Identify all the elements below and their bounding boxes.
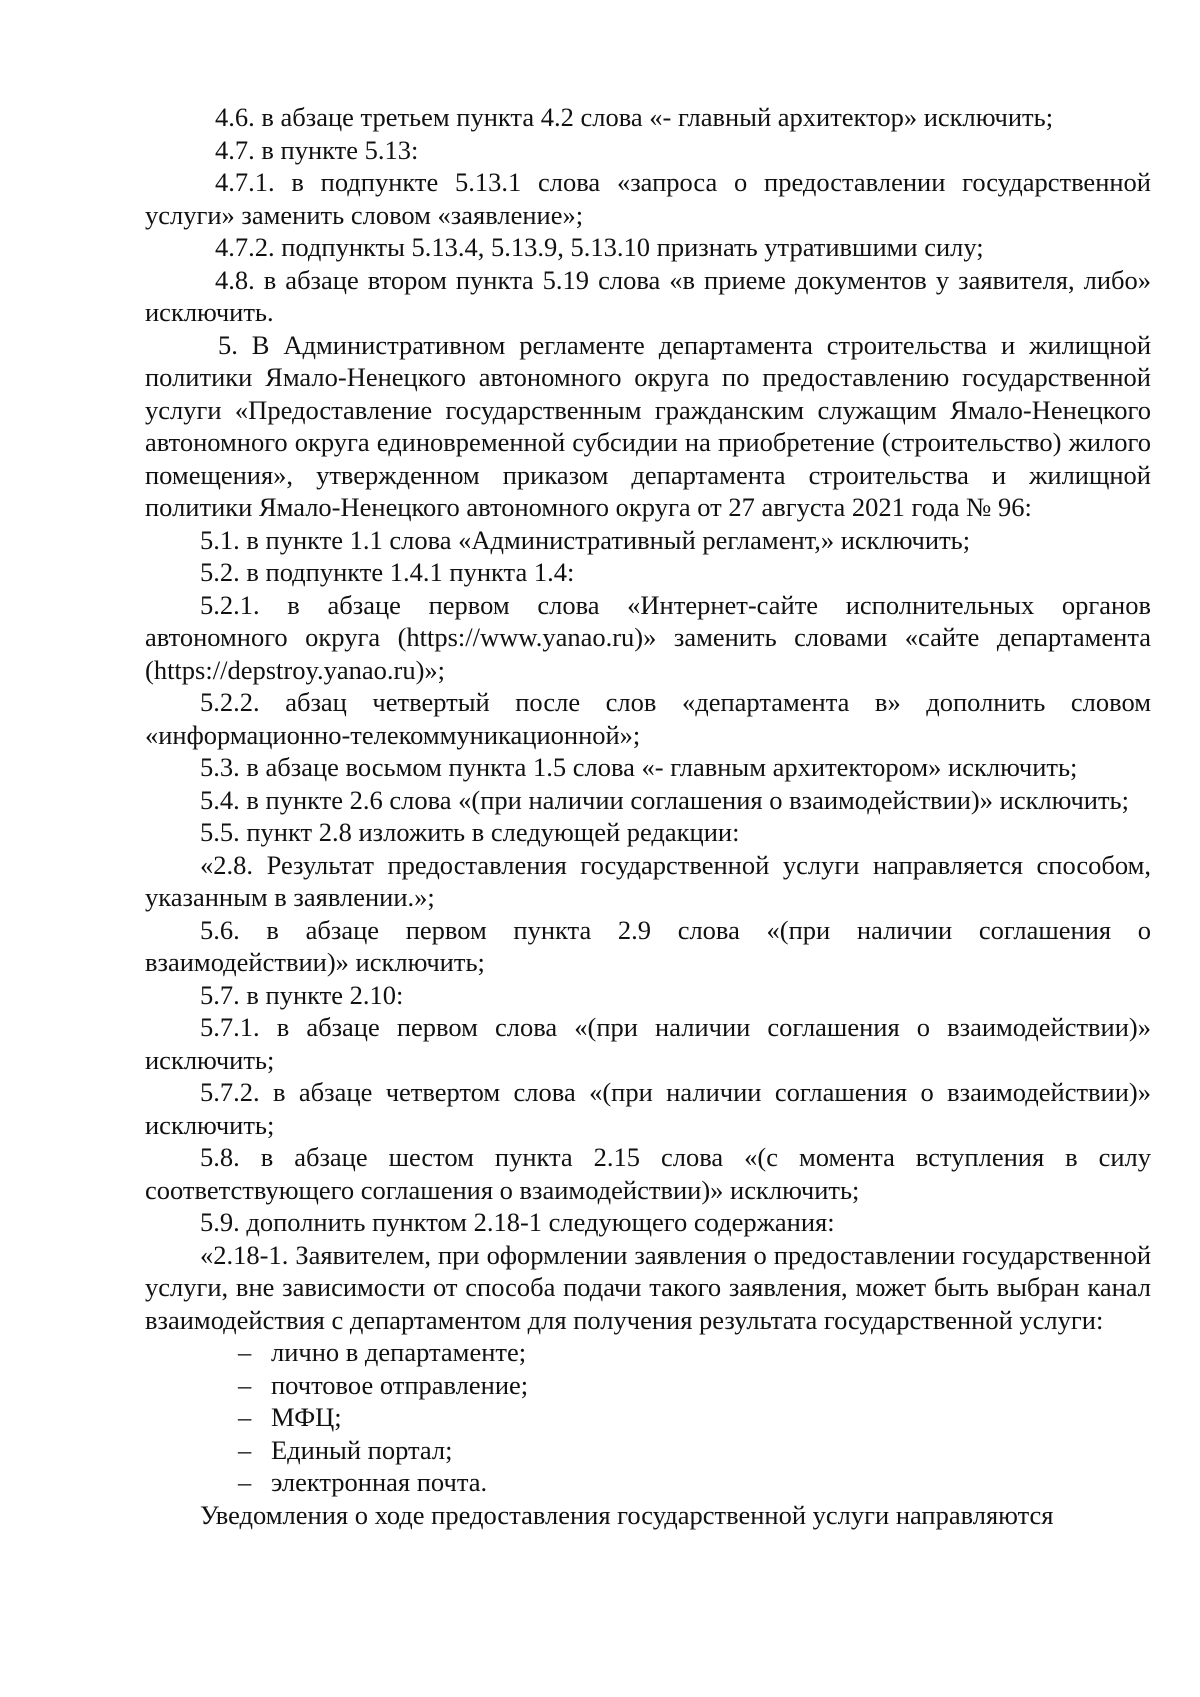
paragraph-5-1: 5.1. в пункте 1.1 слова «Административный регламент,» исключить; [200, 524, 971, 555]
list-item [145, 1466, 1151, 1499]
paragraph-5-6: 5.6. в абзаце первом пункта 2.9 слова «(при наличии соглашения о взаимодействии)» исключить; [145, 914, 1151, 977]
list-item-text: почтовое отправление; [271, 1369, 529, 1400]
paragraph-2-8-quote: «2.8. Результат предоставления государственной услуги направляется способом, указанным в заявлении.»; [145, 849, 1151, 912]
paragraph-5-7: 5.7. в пункте 2.10: [200, 979, 404, 1010]
dash-bullet: – [238, 1434, 252, 1465]
list-item [145, 1369, 1151, 1402]
list-item-text: лично в департаменте; [271, 1337, 527, 1367]
delivery-channel-list [145, 1336, 1151, 1499]
paragraph-5-2-1: 5.2.1. в абзаце первом слова «Интернет-сайте исполнительных органов автономного округа (https://www.yanao.ru)» заменить словами «сайте департамента (https://depstroy.yanao.ru)»; [145, 589, 1151, 685]
paragraph-5-7-1: 5.7.1. в абзаце первом слова «(при наличии соглашения о взаимодействии)» исключить; [145, 1012, 1151, 1075]
dash-bullet: – [238, 1467, 252, 1497]
paragraph-4-7: 4.7. в пункте 5.13: [215, 134, 419, 165]
dash-bullet: – [238, 1402, 252, 1432]
list-item [145, 1401, 1151, 1434]
paragraph-5-9: 5.9. дополнить пунктом 2.18-1 следующего содержания: [200, 1207, 835, 1237]
list-item [145, 1434, 1151, 1467]
list-item-text: МФЦ; [271, 1402, 342, 1432]
paragraph-4-7-2: 4.7.2. подпункты 5.13.4, 5.13.9, 5.13.10 признать утратившими силу; [215, 232, 984, 262]
paragraph-5-5: 5.5. пункт 2.8 изложить в следующей редакции: [200, 817, 740, 847]
paragraph-5-8: 5.8. в абзаце шестом пункта 2.15 слова «(с момента вступления в силу соответствующего соглашения о взаимодействии)» исключить; [145, 1142, 1151, 1205]
paragraph-5-4: 5.4. в пункте 2.6 слова «(при наличии соглашения о взаимодействии)» исключить; [200, 784, 1130, 815]
paragraph-notifications: Уведомления о ходе предоставления государственной услуги направляются [200, 1499, 1054, 1530]
paragraph-5-2-2: 5.2.2. абзац четвертый после слов «департамента в» дополнить словом «информационно-телекоммуникационной»; [145, 687, 1151, 750]
dash-bullet: – [238, 1369, 252, 1400]
list-item-text: электронная почта. [271, 1467, 488, 1497]
paragraph-2-18-1-quote: «2.18-1. Заявителем, при оформлении заявления о предоставлении государственной услуги, вне зависимости от способа подачи такого заявления, может быть выбран канал взаимодействия с департаментом для получения результата государственной услуги: [145, 1239, 1151, 1335]
paragraph-4-6: 4.6. в абзаце третьем пункта 4.2 слова «- главный архитектор» исключить; [215, 102, 1054, 132]
paragraph-5-2: 5.2. в подпункте 1.4.1 пункта 1.4: [200, 557, 575, 587]
paragraph-5: 5. В Административном регламенте департамента строительства и жилищной политики Ямало-Ненецкого автономного округа по предоставлению государственной услуги «Предоставление государственным гражданским служащим Ямало-Ненецкого автономного округа единовременной субсидии на приобретение (строительство) жилого помещения», утвержденном приказом департамента строительства и жилищной политики Ямало-Ненецкого автономного округа от 27 августа 2021 года № 96: [145, 329, 1151, 522]
list-item-text: Единый портал; [271, 1434, 453, 1465]
list-item [145, 1336, 1151, 1369]
dash-bullet: – [238, 1337, 252, 1367]
paragraph-4-8: 4.8. в абзаце втором пункта 5.19 слова «в приеме документов у заявителя, либо» исключить. [145, 264, 1151, 327]
paragraph-4-7-1: 4.7.1. в подпункте 5.13.1 слова «запроса о предоставлении государственной услуги» заменить словом «заявление»; [145, 167, 1151, 230]
paragraph-5-3: 5.3. в абзаце восьмом пункта 1.5 слова «- главным архитектором» исключить; [200, 752, 1078, 782]
paragraph-5-7-2: 5.7.2. в абзаце четвертом слова «(при наличии соглашения о взаимодействии)» исключить; [145, 1077, 1151, 1140]
document-body [145, 101, 1151, 1531]
